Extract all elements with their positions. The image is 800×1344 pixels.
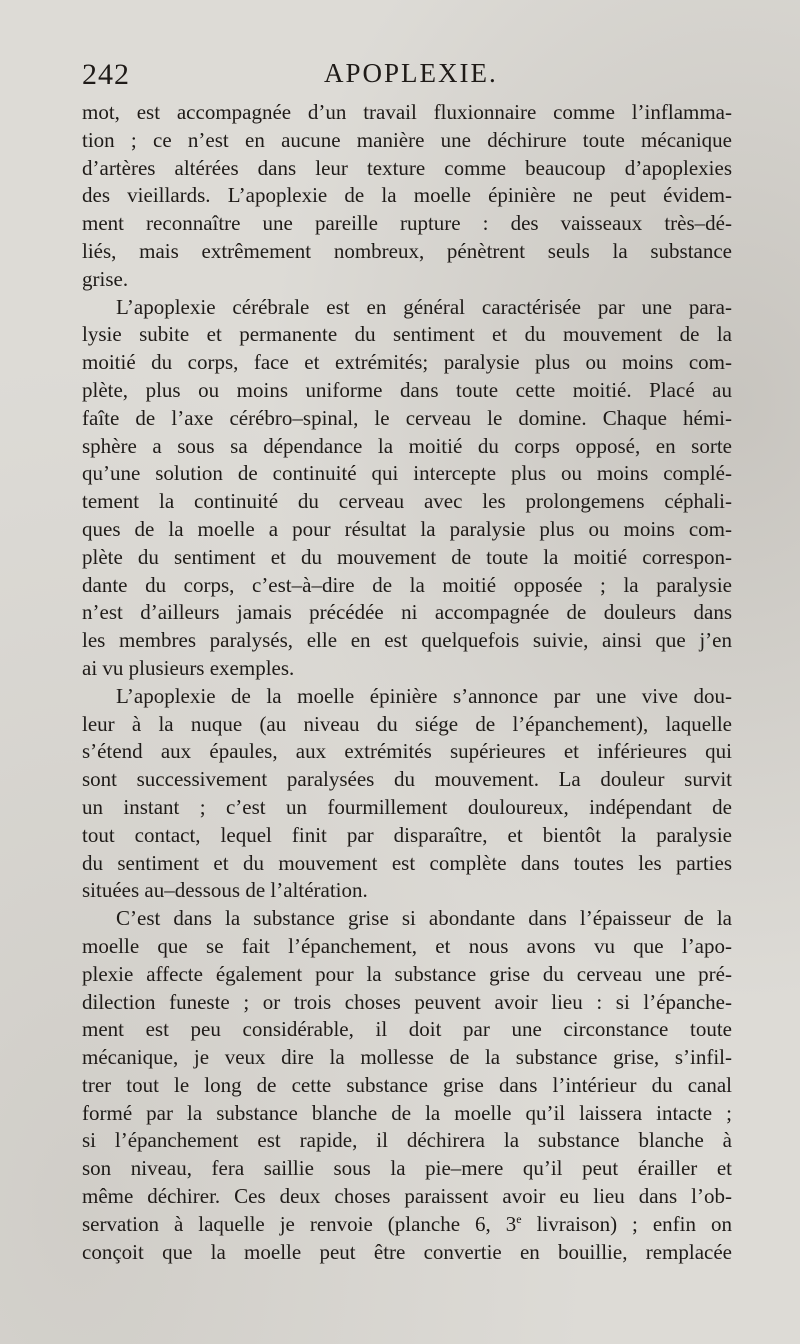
- superscript: e: [516, 1211, 522, 1226]
- text-line: grise.: [82, 266, 129, 291]
- body-text: [82, 99, 732, 1266]
- text-line: C’est dans la substance grise si abondante dans l’épaisseur de la: [116, 906, 732, 931]
- text-line: plète du sentiment et du mouvement de toute la moitié correspon-: [82, 544, 732, 569]
- text-line: du sentiment et du mouvement est complète dans toutes les parties: [82, 850, 732, 875]
- page-number: 242: [82, 58, 130, 91]
- text-line: des vieillards. L’apoplexie de la moelle épinière ne peut évidem-: [82, 183, 732, 208]
- text-line: situées au–dessous de l’altération.: [82, 878, 368, 903]
- text-line: dante du corps, c’est–à–dire de la moitié opposée ; la paralysie: [82, 572, 732, 597]
- text-line: ment reconnaître une pareille rupture : des vaisseaux très–dé-: [82, 211, 732, 236]
- text-line: un instant ; c’est un fourmillement douloureux, indépendant de: [82, 794, 732, 819]
- text-line: les membres paralysés, elle en est quelquefois suivie, ainsi que j’en: [82, 628, 732, 653]
- text-line: L’apoplexie de la moelle épinière s’annonce par une vive dou-: [116, 683, 732, 708]
- text-segment: servation à laquelle je renvoie (planche 6, 3: [82, 1211, 517, 1236]
- text-line: mécanique, je veux dire la mollesse de la substance grise, s’infil-: [82, 1045, 732, 1070]
- text-line: son niveau, fera saillie sous la pie–mere qu’il peut érailler et: [82, 1156, 732, 1181]
- text-line: liés, mais extrêmement nombreux, pénètrent seuls la substance: [82, 238, 732, 263]
- text-line: trer tout le long de cette substance grise dans l’intérieur du canal: [82, 1072, 732, 1097]
- text-line: ment est peu considérable, il doit par une circonstance toute: [82, 1017, 732, 1042]
- text-line: n’est d’ailleurs jamais précédée ni accompagnée de douleurs dans: [82, 600, 732, 625]
- page-header: [82, 58, 732, 98]
- text-line: même déchirer. Ces deux choses paraissent avoir eu lieu dans l’ob-: [82, 1184, 732, 1209]
- text-line: s’étend aux épaules, aux extrémités supérieures et inférieures qui: [82, 739, 732, 764]
- text-line: plexie affecte également pour la substance grise du cerveau une pré-: [82, 961, 732, 986]
- text-line: leur à la nuque (au niveau du siége de l’épanchement), laquelle: [82, 711, 732, 736]
- text-line: L’apoplexie cérébrale est en général caractérisée par une para-: [116, 294, 732, 319]
- text-line: si l’épanchement est rapide, il déchirera la substance blanche à: [82, 1128, 732, 1153]
- text-line: mot, est accompagnée d’un travail fluxionnaire comme l’inflamma-: [82, 100, 732, 124]
- text-line: ai vu plusieurs exemples.: [82, 655, 295, 680]
- text-line: [82, 1211, 732, 1239]
- text-line: qu’une solution de continuité qui intercepte plus ou moins complé-: [82, 461, 732, 486]
- text-line: dilection funeste ; or trois choses peuvent avoir lieu : si l’épanche-: [82, 989, 732, 1014]
- text-line: conçoit que la moelle peut être convertie en bouillie, remplacée: [82, 1239, 732, 1264]
- text-line: formé par la substance blanche de la moelle qu’il laissera intacte ;: [82, 1100, 732, 1125]
- text-line: sont successivement paralysées du mouvement. La douleur survit: [82, 767, 732, 792]
- text-line: tout contact, lequel finit par disparaître, et bientôt la paralysie: [82, 822, 732, 847]
- text-line: ques de la moelle a pour résultat la paralysie plus ou moins com-: [82, 516, 732, 541]
- text-line: plète, plus ou moins uniforme dans toute cette moitié. Placé au: [82, 377, 732, 402]
- text-line: moitié du corps, face et extrémités; paralysie plus ou moins com-: [82, 350, 732, 375]
- text-segment: livraison) ; enfin on: [521, 1211, 732, 1236]
- text-line: tion ; ce n’est en aucune manière une déchirure toute mécanique: [82, 127, 732, 152]
- text-line: lysie subite et permanente du sentiment et du mouvement de la: [82, 322, 732, 347]
- text-line: sphère a sous sa dépendance la moitié du corps opposé, en sorte: [82, 433, 732, 458]
- text-line: moelle que se fait l’épanchement, et nous avons vu que l’apo-: [82, 933, 732, 958]
- text-line: faîte de l’axe cérébro–spinal, le cerveau le domine. Chaque hémi-: [82, 405, 732, 430]
- running-title: APOPLEXIE.: [324, 58, 498, 88]
- text-line: d’artères altérées dans leur texture comme beaucoup d’apoplexies: [82, 155, 732, 180]
- text-line: tement la continuité du cerveau avec les prolongemens céphali-: [82, 489, 732, 514]
